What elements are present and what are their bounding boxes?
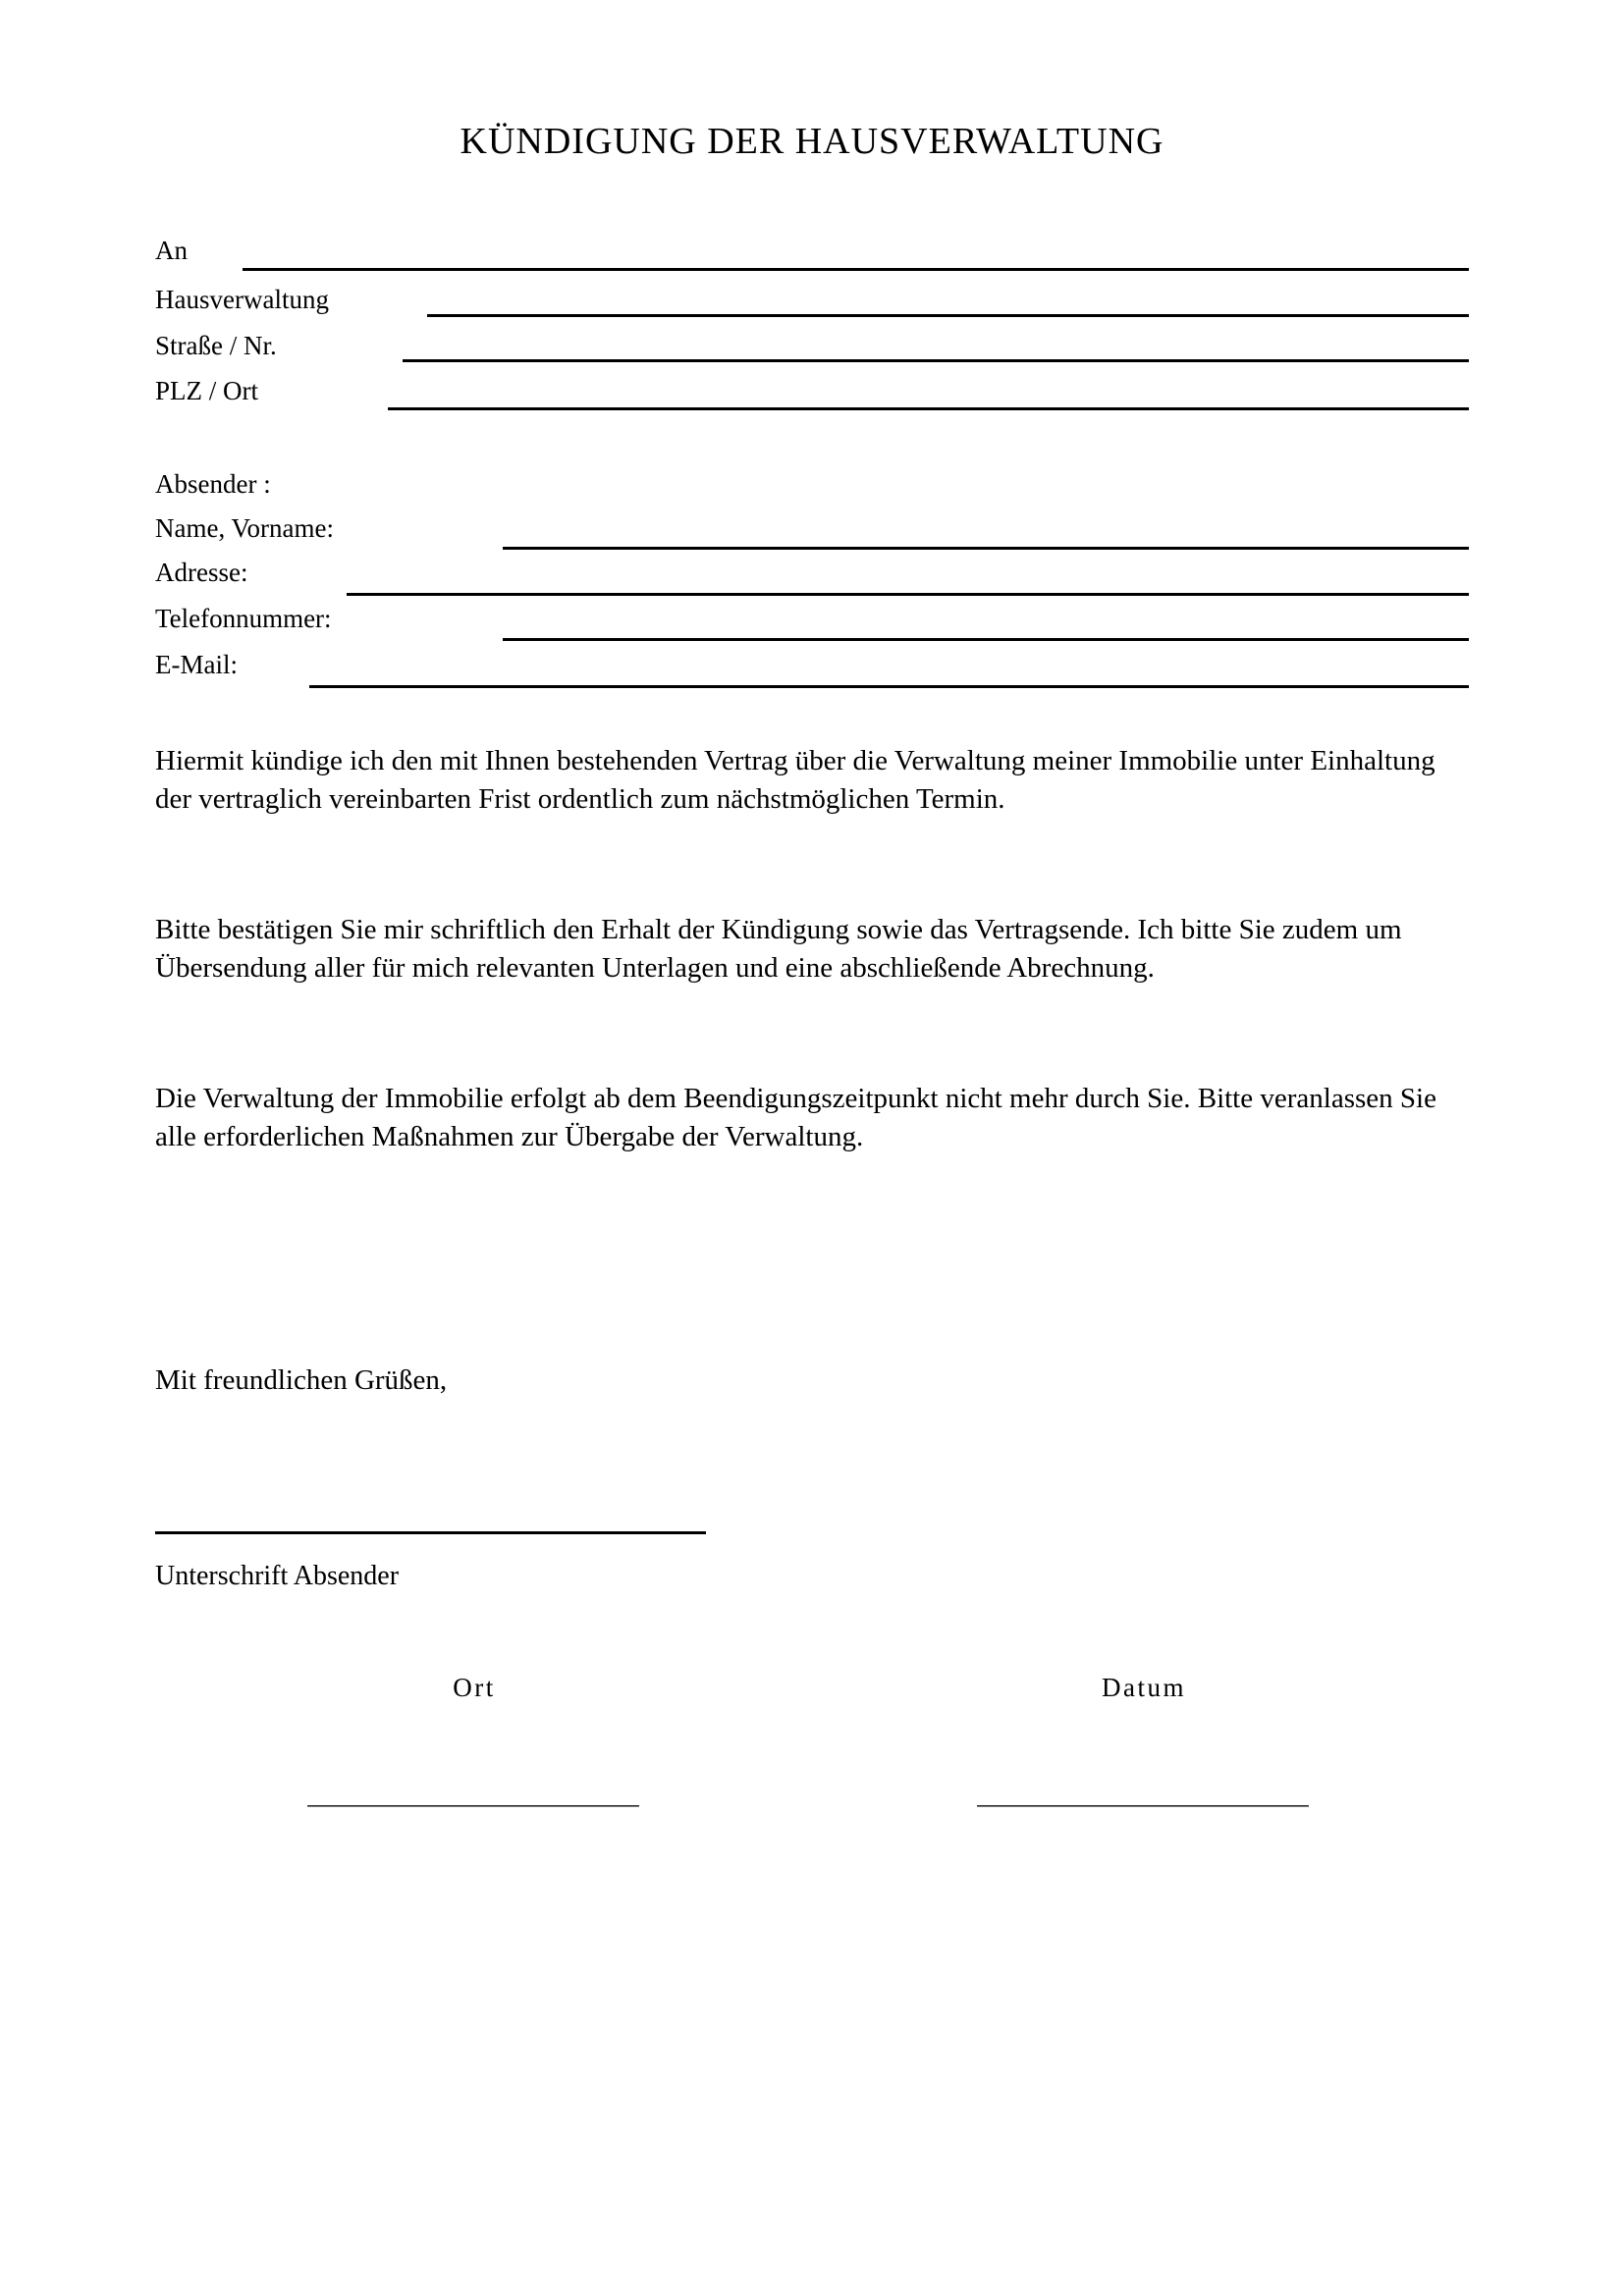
sender-adresse-field-line[interactable]	[347, 593, 1469, 596]
recipient-hausverwaltung-label: Hausverwaltung	[155, 285, 329, 314]
sender-email-label: E-Mail:	[155, 650, 238, 679]
datum-fill-line[interactable]: _________________________	[977, 1782, 1309, 1808]
paragraph-handover: Die Verwaltung der Immobilie erfolgt ab dem Beendigungszeitpunkt nicht mehr durch Sie. Bitte veranlassen Sie alle erforderlichen Maßnahmen zur Übergabe der Verwaltung.	[155, 1083, 1436, 1152]
recipient-an-label: An	[155, 236, 188, 265]
recipient-strasse-label: Straße / Nr.	[155, 331, 277, 360]
recipient-strasse-field-line[interactable]	[403, 359, 1469, 362]
document-title: KÜNDIGUNG DER HAUSVERWALTUNG	[460, 121, 1164, 162]
sender-heading: Absender :	[155, 469, 271, 499]
sender-name-label: Name, Vorname:	[155, 513, 334, 543]
sender-telefon-field-line[interactable]	[503, 638, 1469, 641]
datum-label: Datum	[1102, 1673, 1186, 1702]
sender-name-field-line[interactable]	[503, 547, 1469, 550]
signature-caption: Unterschrift Absender	[155, 1561, 400, 1591]
paragraph-termination: Hiermit kündige ich den mit Ihnen bestehenden Vertrag über die Verwaltung meiner Immobilie unter Einhaltung der vertraglich vereinbarten Frist ordentlich zum nächstmöglichen Termin.	[155, 745, 1435, 815]
recipient-hausverwaltung-field-line[interactable]	[427, 314, 1469, 317]
recipient-an-field-line[interactable]	[243, 268, 1469, 271]
closing-salutation: Mit freundlichen Grüßen,	[155, 1364, 448, 1396]
recipient-plz-ort-label: PLZ / Ort	[155, 376, 258, 405]
recipient-plz-ort-field-line[interactable]	[388, 407, 1469, 410]
sender-adresse-label: Adresse:	[155, 558, 248, 587]
paragraph-confirmation-request: Bitte bestätigen Sie mir schriftlich den Erhalt der Kündigung sowie das Vertragsende. Ich bitte Sie zudem um Übersendung aller für mich relevanten Unterlagen und eine abschließende Abrechnung.	[155, 914, 1402, 984]
ort-label: Ort	[453, 1673, 496, 1702]
ort-fill-line[interactable]: _________________________	[307, 1782, 639, 1808]
sender-telefon-label: Telefonnummer:	[155, 604, 332, 633]
sender-email-field-line[interactable]	[309, 685, 1469, 688]
signature-line[interactable]	[155, 1531, 706, 1534]
